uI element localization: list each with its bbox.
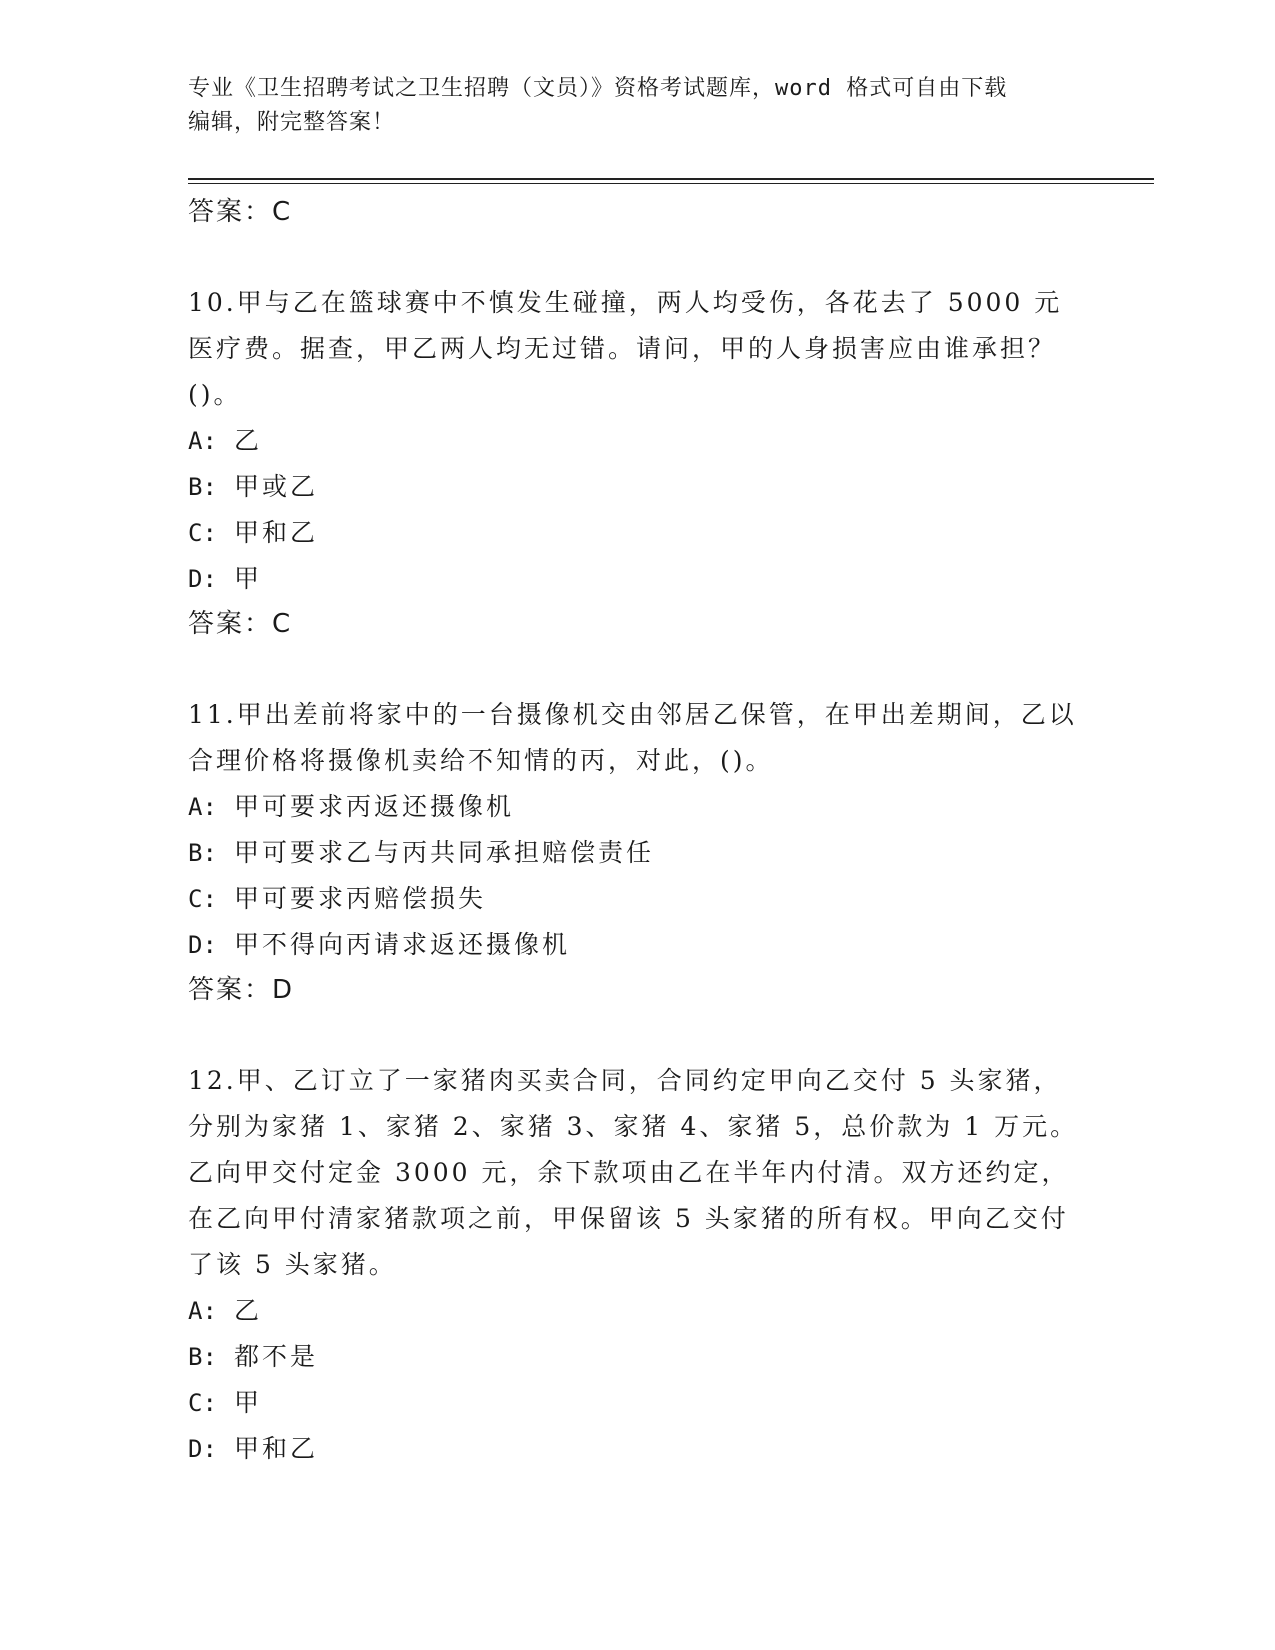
header-line-1: 专业《卫生招聘考试之卫生招聘（文员）》资格考试题库，word 格式可自由下载 xyxy=(188,76,1008,101)
option-text: 甲可要求丙赔偿损失 xyxy=(234,884,487,913)
header-line-2: 编辑，附完整答案！ xyxy=(188,110,396,135)
option-a xyxy=(188,418,1088,464)
option-text: 甲或乙 xyxy=(234,472,319,501)
option-text: 甲不得向丙请求返还摄像机 xyxy=(234,930,571,959)
option-d xyxy=(188,922,1088,968)
option-key: C: xyxy=(188,885,217,913)
option-text: 甲可要求乙与丙共同承担赔偿责任 xyxy=(234,838,655,867)
option-d xyxy=(188,556,1088,602)
question-stem: 10.甲与乙在篮球赛中不慎发生碰撞，两人均受伤，各花去了 5000 元医疗费。据查，甲乙两人均无过错。请问，甲的人身损害应由谁承担？()。 xyxy=(188,288,1063,409)
option-c xyxy=(188,510,1088,556)
option-key: D: xyxy=(188,565,217,593)
question-stem: 12.甲、乙订立了一家猪肉买卖合同，合同约定甲向乙交付 5 头家猪，分别为家猪 1、家猪 2、家猪 3、家猪 4、家猪 5，总价款为 1 万元。乙向甲交付定金 3000 元，余下款项由乙在半年内付清。双方还约定，在乙向甲付清家猪款项之前，甲保留该 5 头家猪的所有权。甲向乙交付了该 5 头家猪。 xyxy=(188,1066,1079,1279)
question-11 xyxy=(188,692,1088,1012)
option-a xyxy=(188,1288,1088,1334)
option-text: 乙 xyxy=(234,426,263,455)
question-10 xyxy=(188,280,1088,646)
option-text: 乙 xyxy=(234,1296,263,1325)
option-a xyxy=(188,784,1088,830)
option-c xyxy=(188,1380,1088,1426)
question-list xyxy=(188,190,1088,1472)
option-key: B: xyxy=(188,839,217,867)
option-key: A: xyxy=(188,427,217,455)
option-d xyxy=(188,1426,1088,1472)
option-key: A: xyxy=(188,1297,217,1325)
option-key: B: xyxy=(188,1343,217,1371)
answer-line: 答案：C xyxy=(188,609,293,639)
option-b xyxy=(188,1334,1088,1380)
question-12 xyxy=(188,1058,1088,1472)
option-b xyxy=(188,830,1088,876)
header-divider-thin xyxy=(188,183,1154,184)
option-text: 甲和乙 xyxy=(234,1434,319,1463)
option-text: 甲 xyxy=(234,564,263,593)
option-text: 甲和乙 xyxy=(234,518,319,547)
option-text: 都不是 xyxy=(234,1342,319,1371)
option-text: 甲 xyxy=(234,1388,263,1417)
option-key: B: xyxy=(188,473,217,501)
option-key: D: xyxy=(188,1435,217,1463)
option-key: A: xyxy=(188,793,217,821)
option-text: 甲可要求丙返还摄像机 xyxy=(234,792,515,821)
option-key: C: xyxy=(188,519,217,547)
previous-answer: 答案：C xyxy=(188,197,293,227)
document-header xyxy=(188,72,1088,140)
option-b xyxy=(188,464,1088,510)
option-key: C: xyxy=(188,1389,217,1417)
answer-line: 答案：D xyxy=(188,975,295,1005)
option-c xyxy=(188,876,1088,922)
header-divider-thick xyxy=(188,178,1154,180)
option-key: D: xyxy=(188,931,217,959)
question-stem: 11.甲出差前将家中的一台摄像机交由邻居乙保管，在甲出差期间，乙以合理价格将摄像机卖给不知情的丙，对此，()。 xyxy=(188,700,1077,775)
